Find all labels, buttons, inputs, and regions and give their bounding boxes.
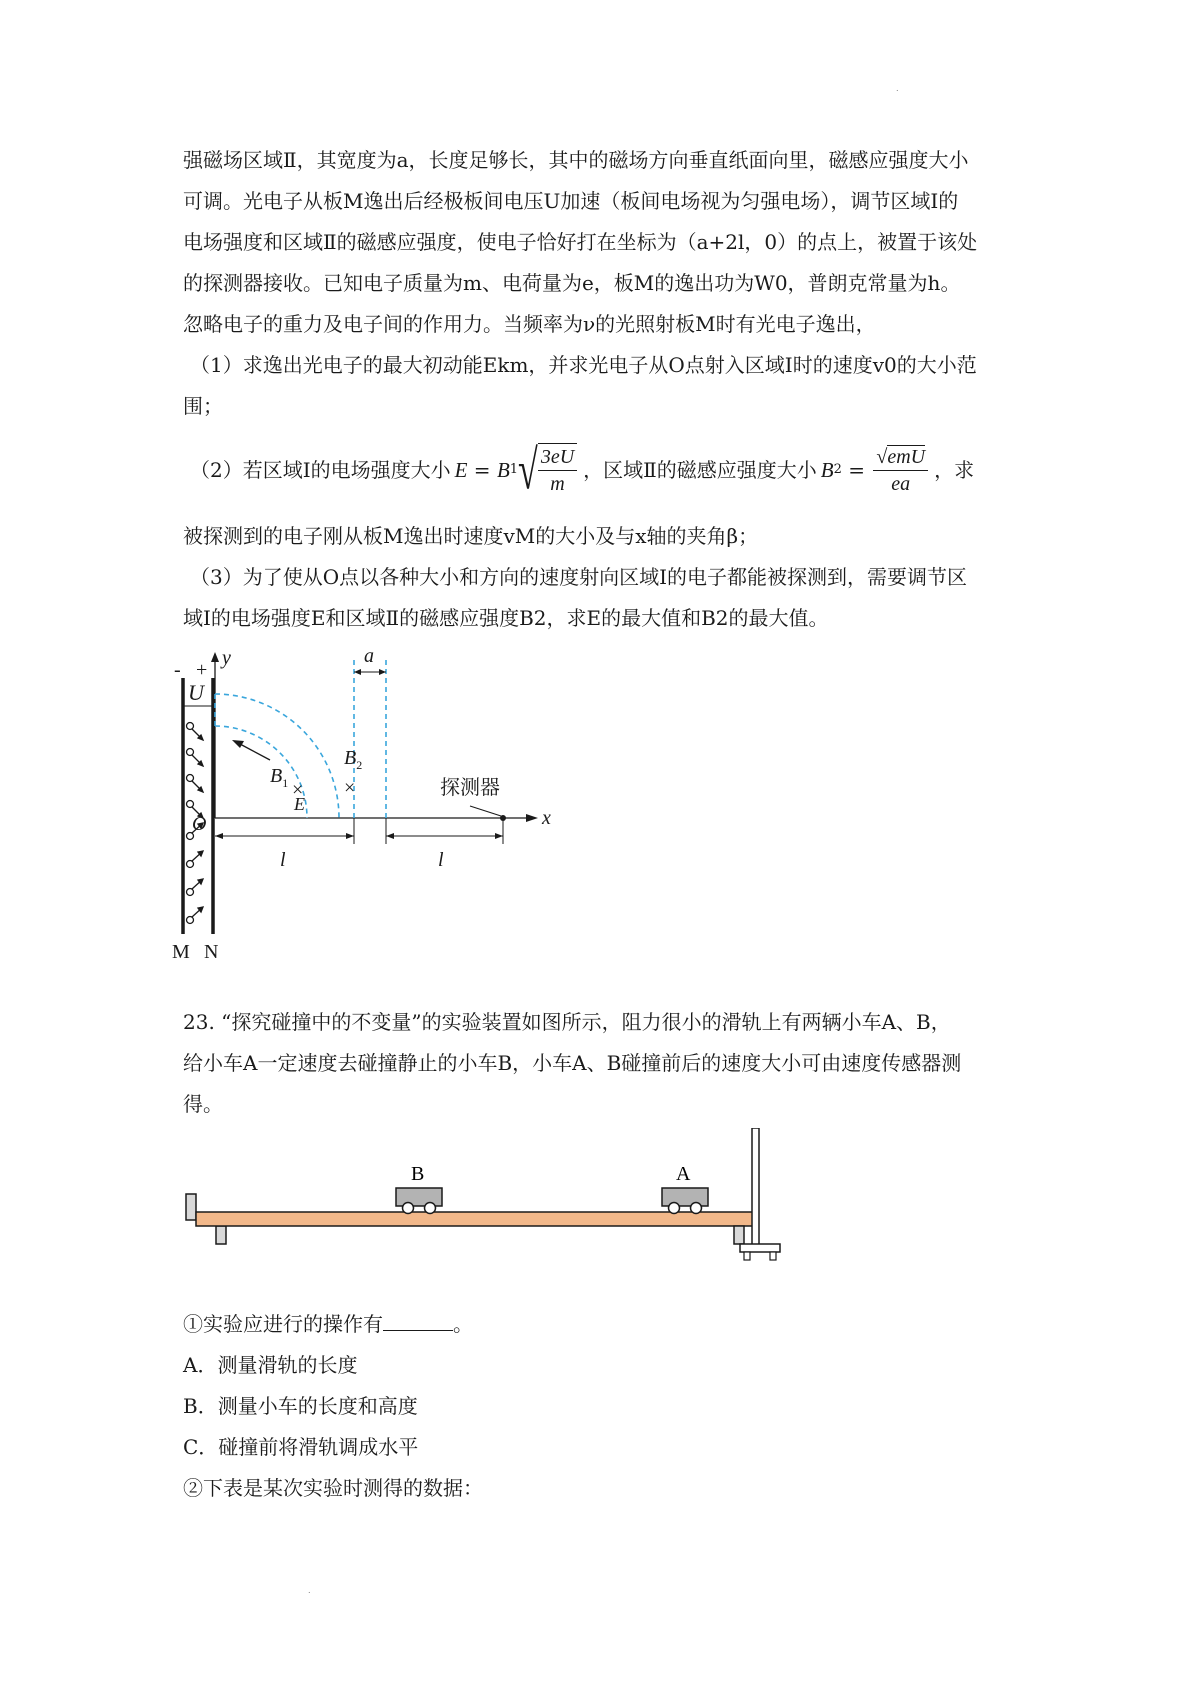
p22-q1-line-1: （1）求逸出光电子的最大初动能Ekm，并求光电子从O点射入区域Ⅰ时的速度v0的大小范 bbox=[190, 353, 977, 377]
answer-blank[interactable] bbox=[383, 1312, 453, 1331]
sensor-base bbox=[740, 1244, 780, 1252]
electrons-lower bbox=[187, 823, 204, 924]
p22-q1-line-2: 围； bbox=[183, 394, 223, 418]
p23-line-1: 23. “探究碰撞中的不变量”的实验装置如图所示，阻力很小的滑轨上有两辆小车A、B， bbox=[183, 1010, 951, 1034]
plate-M-label: M bbox=[172, 941, 190, 963]
detector-label: 探测器 bbox=[440, 775, 500, 799]
p22-line-3: 电场强度和区域Ⅱ的磁感应强度，使电子恰好打在坐标为（a+2l，0）的点上，被置于该处 bbox=[183, 230, 978, 254]
p23-q2: ②下表是某次实验时测得的数据： bbox=[183, 1476, 483, 1500]
track bbox=[196, 1212, 754, 1226]
scan-mark: . bbox=[896, 84, 899, 93]
q2-intro: （2）若区域Ⅰ的电场强度大小 bbox=[190, 458, 451, 482]
p23-q1 bbox=[183, 1310, 473, 1338]
q1-text: ①实验应进行的操作有 bbox=[183, 1312, 383, 1336]
p22-q3-line-1: （3）为了使从O点以各种大小和方向的速度射向区域Ⅰ的电子都能被探测到，需要调节区 bbox=[190, 565, 968, 589]
cross-region2: × bbox=[344, 777, 356, 799]
cart-B-label: B bbox=[411, 1163, 425, 1185]
field-arc-outer bbox=[215, 694, 339, 818]
p23-line-2: 给小车A一定速度去碰撞静止的小车B，小车A、B碰撞前后的速度大小可由速度传感器测 bbox=[183, 1051, 962, 1075]
cart-B bbox=[396, 1188, 442, 1214]
minus-label: - bbox=[174, 659, 181, 681]
electrons-upper bbox=[187, 723, 204, 819]
cross-region1: × bbox=[292, 779, 304, 801]
option-A: A．测量滑轨的长度 bbox=[183, 1353, 358, 1377]
p22-q2-line-2: 被探测到的电子刚从板M逸出时速度vM的大小及与x轴的夹角β； bbox=[183, 524, 759, 548]
p22-q2-line-1 bbox=[190, 440, 974, 500]
y-axis-label: y bbox=[222, 648, 231, 669]
q2-mid: ，区域Ⅱ的磁感应强度大小 bbox=[583, 458, 817, 482]
q1-end: 。 bbox=[453, 1312, 473, 1336]
cart-A-label: A bbox=[676, 1163, 691, 1185]
option-B: B．测量小车的长度和高度 bbox=[183, 1394, 418, 1418]
q2-B2-formula: B 2 = $\frac{\text{√emU}}{ea}$ bbox=[821, 444, 930, 497]
p22-line-1: 强磁场区域Ⅱ，其宽度为a，长度足够长，其中的磁场方向垂直纸面向里，磁感应强度大小 bbox=[183, 148, 969, 172]
plate-N-label: N bbox=[204, 941, 219, 963]
l-label-left: l bbox=[280, 849, 286, 871]
left-leg bbox=[216, 1226, 226, 1244]
p23-line-3: 得。 bbox=[183, 1092, 223, 1116]
B1-label: $B_1$ bbox=[270, 765, 289, 790]
sensor-pole bbox=[752, 1128, 759, 1248]
left-stopper bbox=[186, 1194, 196, 1220]
plus-label: + bbox=[196, 659, 208, 681]
right-leg bbox=[734, 1226, 744, 1244]
scan-mark-bottom: . bbox=[308, 1586, 311, 1595]
p22-q3-line-2: 域Ⅰ的电场强度E和区域Ⅱ的磁感应强度B2，求E的最大值和B2的最大值。 bbox=[183, 606, 829, 630]
q2-E-formula: E = B 1 √ $\frac{3eU}{m}$ bbox=[455, 443, 580, 497]
x-axis-label: x bbox=[542, 807, 551, 829]
p22-line-4: 的探测器接收。已知电子质量为m、电荷量为e，板M的逸出功为W0，普朗克常量为h。 bbox=[183, 271, 961, 295]
origin-label: O bbox=[192, 813, 207, 835]
l-label-right: l bbox=[438, 849, 444, 871]
track-diagram bbox=[170, 1128, 810, 1268]
B2-label: $B_2$ bbox=[344, 747, 363, 772]
p22-line-5: 忽略电子的重力及电子间的作用力。当频率为ν的光照射板M时有光电子逸出， bbox=[183, 312, 876, 336]
field-diagram bbox=[170, 648, 590, 968]
U-label: U bbox=[188, 680, 204, 705]
a-label: a bbox=[364, 648, 374, 667]
q2-end: ，求 bbox=[934, 458, 975, 482]
option-C: C．碰撞前将滑轨调成水平 bbox=[183, 1435, 419, 1459]
cart-A bbox=[662, 1188, 708, 1214]
E-label: E bbox=[294, 794, 305, 814]
p22-line-2: 可调。光电子从板M逸出后经极板间电压U加速（板间电场视为匀强电场），调节区域Ⅰ的 bbox=[183, 189, 959, 213]
